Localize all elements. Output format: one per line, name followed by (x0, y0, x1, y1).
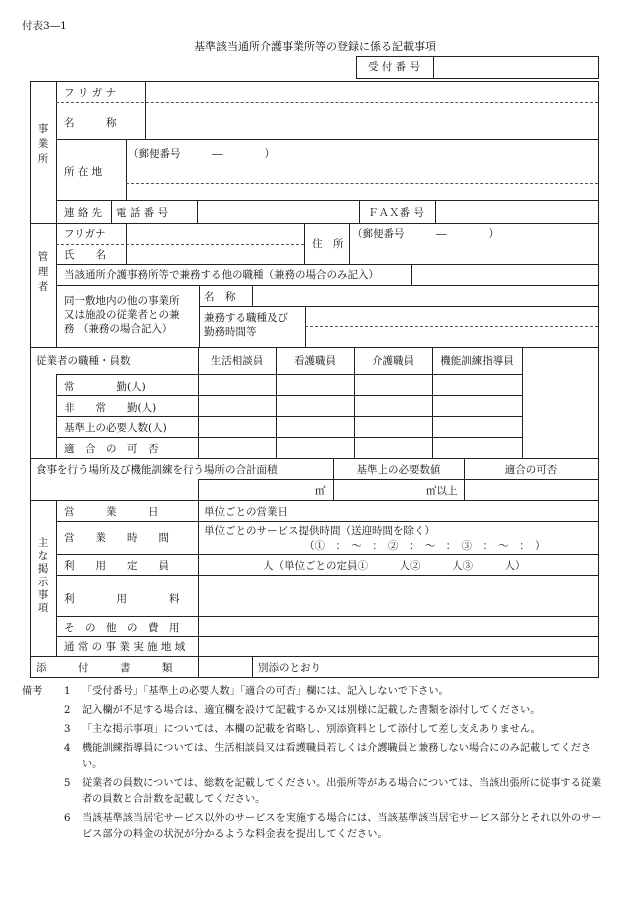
manager-address-field[interactable] (351, 243, 596, 263)
business-furigana-field[interactable] (147, 83, 596, 101)
manager-section-label: 管 理 者 (37, 251, 49, 293)
business-hours-slots: （① ： ～ ： ② ： ～ ： ③ ： ～ ： ） (304, 540, 546, 552)
manager-other-job-field[interactable] (413, 266, 596, 283)
note-item: 3 「主な掲示事項」については、本欄の記載を省略し、別添資料として添付して差し支えありません。 (64, 724, 541, 735)
fee-field[interactable] (200, 577, 596, 614)
annex-number: 付表3―1 (22, 20, 67, 32)
staff-cell-fulltime-nurse[interactable] (278, 376, 353, 394)
note-item: 4 機能訓練指導員については、生活相談員又は看護職員若しくは介護職員と兼務しない場合にのみ記載してください。 (64, 743, 592, 770)
staff-cell-parttime-nurse[interactable] (278, 397, 353, 415)
staff-col-counselor: 生活相談員 (210, 355, 264, 367)
staff-cell-parttime-counselor[interactable] (200, 397, 275, 415)
staff-col-care: 介護職員 (372, 355, 414, 367)
duty-field[interactable] (307, 308, 596, 345)
notes-section (22, 684, 606, 843)
note-item: 2 記入欄が不足する場合は、適宜欄を設けて記載するか又は別様に記載した書類を添付してください。 (64, 705, 541, 716)
manager-name-label: 氏 名 (64, 249, 106, 261)
staff-cell-fulltime-counselor[interactable] (200, 376, 275, 394)
other-cost-label: そ の 他 の 費 用 (64, 622, 180, 634)
area-required-unit: ㎡以上 (426, 485, 458, 497)
staff-col-trainer: 機能訓練指導員 (440, 355, 514, 367)
other-cost-field[interactable] (200, 618, 596, 635)
business-phone-label: 電 話 番 号 (116, 207, 169, 219)
duty-label: 兼務する職種及び 勤務時間等 (204, 312, 288, 338)
business-hours-label: 営 業 時 間 (64, 532, 169, 544)
staff-cell-fulltime-trainer[interactable] (434, 376, 521, 394)
note-item: 5 従業者の員数については、総数を記載してください。出張所等がある場合については、当該出張所に従事する従業者の員数と合計数を記載してください。 (64, 778, 602, 805)
business-section-label: 事 業 所 (37, 123, 49, 165)
business-address-field[interactable] (128, 161, 596, 198)
service-area-label: 通 常 の 事 業 実 施 地 域 (64, 641, 186, 653)
manager-furigana-field[interactable] (128, 225, 303, 243)
business-contact-label: 連 絡 先 (64, 207, 103, 219)
staff-row-required: 基準上の必要人数(人) (64, 422, 167, 434)
fee-label: 利 用 料 (64, 593, 180, 605)
facility-name-field[interactable] (254, 287, 596, 304)
note-item: 6 当該基準該当居宅サービス以外のサービスを実施する場合には、当該基準該当居宅サービス部分とそれ以外のサービス部分の料金の状況が分かるような料金表を提出してください。 (64, 813, 602, 840)
staff-row-parttime: 非 常 勤(人) (64, 402, 157, 414)
note-item: 1 「受付番号」「基準上の必要人数」「適合の可否」欄には、記入しないで下さい。 (64, 686, 449, 697)
business-fax-label: ＦＡＸ番 号 (368, 207, 424, 219)
staff-cell-parttime-trainer[interactable] (434, 397, 521, 415)
receipt-number-field[interactable] (435, 58, 596, 77)
staff-row-ok: 適 合 の 可 否 (64, 443, 159, 455)
attachment-value: 別添のとおり (258, 662, 321, 674)
staff-cell-fulltime-care[interactable] (356, 376, 431, 394)
business-address-label: 所 在 地 (64, 166, 103, 178)
business-days-value: 単位ごとの営業日 (204, 506, 288, 518)
manager-name-field[interactable] (128, 246, 303, 263)
facility-name-label: 名 称 (204, 291, 236, 303)
area-label: 食事を行う場所及び機能訓練を行う場所の合計面積 (36, 464, 278, 476)
business-days-label: 営 業 日 (64, 506, 159, 518)
business-phone-field[interactable] (199, 202, 357, 221)
staff-col-nurse: 看護職員 (294, 355, 336, 367)
manager-other-facility-label: 同一敷地内の他の事業所 又は施設の従業者との兼 務 （兼務の場合記入） (64, 295, 180, 335)
area-required-label: 基準上の必要数値 (356, 464, 441, 476)
area-unit: ㎡ (315, 485, 326, 497)
staff-cell-parttime-care[interactable] (356, 397, 431, 415)
business-furigana-label: フ リ ガ ナ (64, 87, 117, 99)
service-area-field[interactable] (200, 638, 596, 655)
manager-furigana-label: フリガナ (64, 228, 106, 240)
capacity-value: 人（単位ごとの定員① 人② 人③ 人） (263, 560, 526, 572)
business-name-label: 名 称 (64, 117, 117, 129)
form-title: 基準該当通所介護事業所等の登録に係る記載事項 (194, 40, 436, 53)
attachment-label: 添 付 書 類 (36, 662, 173, 674)
manager-postal-label: （郵便番号 ― ） (352, 228, 499, 240)
notes-heading: 備考 (22, 686, 43, 697)
receipt-number-label: 受 付 番 号 (368, 61, 421, 73)
manager-address-label: 住 所 (312, 238, 344, 250)
staff-row-fulltime: 常 勤(人) (64, 381, 146, 393)
staff-header-label: 従業者の職種・員数 (36, 355, 131, 367)
business-fax-field[interactable] (437, 202, 596, 221)
manager-other-job-label: 当該通所介護事務所等で兼務する他の職種（兼務の場合のみ記入） (64, 269, 379, 281)
business-hours-value: 単位ごとのサービス提供時間（送迎時間を除く） (204, 525, 435, 537)
business-postal-label: （郵便番号 ― ） (128, 148, 275, 160)
business-name-field[interactable] (147, 104, 596, 138)
area-value-field[interactable] (200, 481, 311, 498)
capacity-label: 利 用 定 員 (64, 560, 169, 572)
items-section-label: 主 な 掲 示 事 項 (37, 537, 49, 614)
area-ok-label: 適合の可否 (504, 464, 558, 476)
